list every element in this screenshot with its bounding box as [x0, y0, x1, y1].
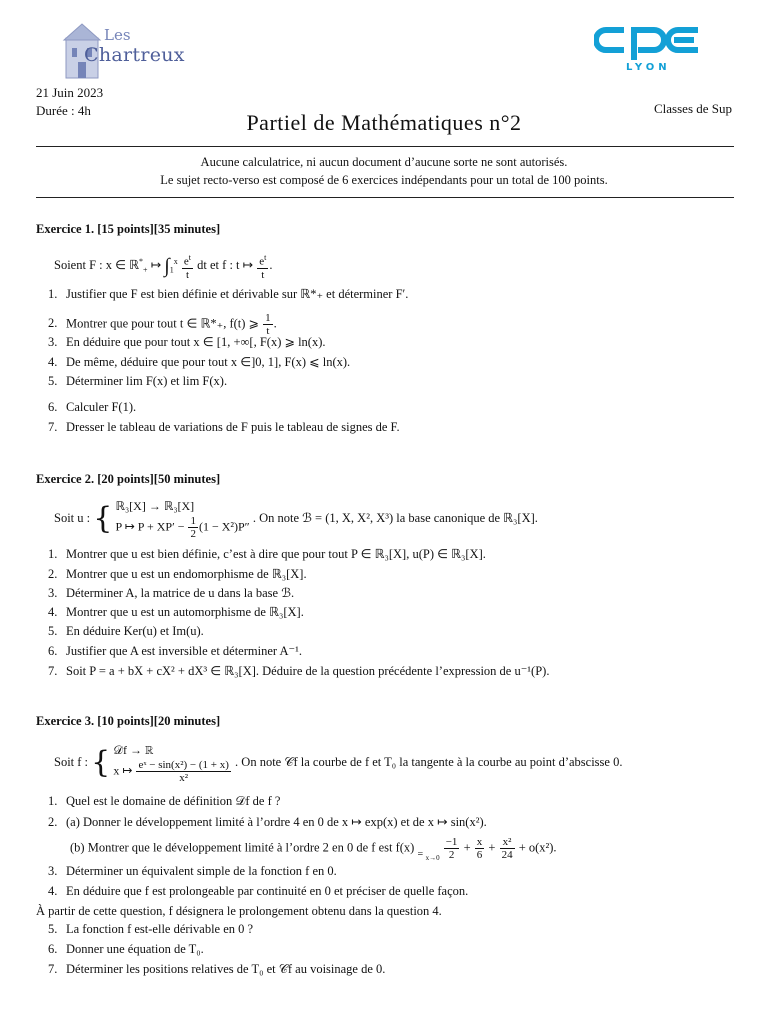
ex2-q6: 6. Justifier que A est inversible et déterminer A⁻¹. — [48, 644, 302, 658]
ex2-q2: 2. Montrer que u est un endomorphisme de ℝ₃[X]. — [48, 567, 307, 581]
ex3-q7: 7. Déterminer les positions relatives de T₀ et 𝒞f au voisinage de 0. — [48, 962, 386, 976]
ex1-q2: 2. Montrer que pour tout t ∈ ℝ*₊, f(t) ⩾ $\frac{1}{t}$ . — [48, 312, 277, 337]
ex3-q6: 6. Donner une équation de T₀. — [48, 942, 204, 956]
ex2-q5: 5. En déduire Ker(u) et Im(u). — [48, 624, 204, 638]
intro-line-1: Aucune calculatrice, ni aucun document d’aucune sorte ne sont autorisés. — [200, 155, 568, 169]
ex3-q1: 1. Quel est le domaine de définition 𝒟f de f ? — [48, 794, 281, 808]
top-rule — [36, 146, 734, 147]
school-logo-name: Chartreux — [84, 44, 185, 66]
ex3-q5: 5. La fonction f est-elle dérivable en 0 ? — [48, 922, 254, 936]
ex1-q4: 4. De même, déduire que pour tout x ∈]0, 1], F(x) ⩽ ln(x). — [48, 355, 351, 369]
exercise-3-statement: Soit f : { 𝒟f → ℝ x ↦ $\frac{\text{eˣ − sin(x²) − (1 + x)}}{\text{x²}}$ . On note 𝒞f la courbe de f et T₀ la tangente à la courbe au point d’abscisse 0. — [54, 743, 623, 784]
ex3-q3: 3. Déterminer un équivalent simple de la fonction f en 0. — [48, 864, 337, 878]
exercise-1-statement: Soient F : x ∈ ℝ*$_+$ ↦ $\int_1^x$ $\frac{e^t}{t}$ dt et f : t ↦ $\frac{e^t}{t}$ . — [54, 253, 273, 281]
ex1-q7: 7. Dresser le tableau de variations de F puis le tableau de signes de F. — [48, 420, 400, 434]
ex3-q2b: (b) Montrer que le développement limité à l’ordre 2 en 0 de f est f(x) $_{= _{x\to 0}}$ $\frac{-1}{2}$ + $\frac{x}{6}$ + $\frac{\text{x²}}{24}$ + o(x²). — [70, 836, 557, 863]
cpe-sub: LYON — [626, 62, 671, 73]
bottom-rule — [36, 197, 734, 198]
cpe-logo — [594, 26, 706, 80]
exam-date: 21 Juin 2023 — [36, 85, 104, 100]
exercise-2-statement: Soit u : { ℝ₃[X] → ℝ₃[X] P ↦ P + XP′ − $\frac{1}{2}$ (1 − X²)P″ . On note ℬ = (1, X, X², X³) la base canonique de ℝ₃[X]. — [54, 499, 538, 540]
ex1-q6: 6. Calculer F(1). — [48, 400, 137, 414]
ex2-q7: 7. Soit P = a + bX + cX² + dX³ ∈ ℝ₃[X]. Déduire de la question précédente l’expression de u⁻¹(P). — [48, 664, 550, 678]
ex1-q3: 3. En déduire que pour tout x ∈ [1, +∞[, F(x) ⩾ ln(x). — [48, 335, 326, 349]
exercise-2-title: Exercice 2. [20 points][50 minutes] — [36, 472, 221, 486]
class-name: Classes de Sup — [654, 101, 732, 116]
ex2-q1: 1. Montrer que u est bien définie, c’est à dire que pour tout P ∈ ℝ₃[X], u(P) ∈ ℝ₃[X]. — [48, 547, 486, 561]
ex2-q4: 4. Montrer que u est un automorphisme de ℝ₃[X]. — [48, 605, 304, 619]
cpe-letters-icon — [594, 26, 706, 62]
ex3-q2a: 2. (a) Donner le développement limité à l’ordre 4 en 0 de x ↦ exp(x) et de x ↦ sin(x²). — [48, 815, 487, 829]
school-logo-small: Les — [104, 26, 131, 44]
exercise-1-title: Exercice 1. [15 points][35 minutes] — [36, 222, 221, 236]
ex1-q5: 5. Déterminer lim F(x) et lim F(x). — [48, 374, 228, 388]
ex2-q3: 3. Déterminer A, la matrice de u dans la base ℬ. — [48, 586, 295, 600]
intro — [0, 153, 768, 189]
school-logo — [62, 20, 192, 82]
exam-duration: Durée : 4h — [36, 103, 91, 118]
ex3-q4: 4. En déduire que f est prolongeable par continuité en 0 et préciser de quelle façon. — [48, 884, 469, 898]
ex3-remark: À partir de cette question, f désignera le prolongement obtenu dans la question 4. — [36, 904, 442, 918]
exercise-3-title: Exercice 3. [10 points][20 minutes] — [36, 714, 221, 728]
page-title: Partiel de Mathématiques n°2 — [246, 110, 522, 135]
ex1-q1: 1. Justifier que F est bien définie et dérivable sur ℝ*₊ et déterminer F′. — [48, 287, 409, 301]
intro-line-2: Le sujet recto-verso est composé de 6 exercices indépendants pour un total de 100 points. — [160, 173, 608, 187]
